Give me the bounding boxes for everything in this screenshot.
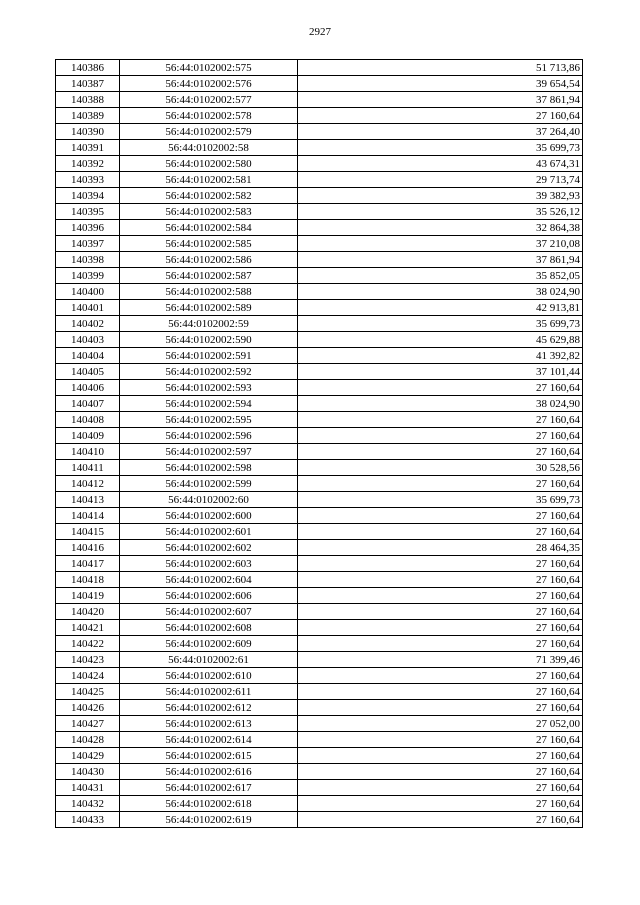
table-row [56,748,583,764]
table-row [56,732,583,748]
value-cell: 35 699,73 [298,492,583,508]
value-cell: 27 160,64 [298,572,583,588]
row-number-cell: 140425 [56,684,120,700]
cadastral-number-cell: 56:44:0102002:589 [120,300,298,316]
value-cell: 27 160,64 [298,732,583,748]
cadastral-number-cell: 56:44:0102002:575 [120,60,298,76]
table-row [56,284,583,300]
cadastral-number-cell: 56:44:0102002:617 [120,780,298,796]
cadastral-number-cell: 56:44:0102002:58 [120,140,298,156]
cadastral-number-cell: 56:44:0102002:598 [120,460,298,476]
table-row [56,524,583,540]
row-number-cell: 140431 [56,780,120,796]
cadastral-number-cell: 56:44:0102002:603 [120,556,298,572]
cadastral-number-cell: 56:44:0102002:618 [120,796,298,812]
value-cell: 41 392,82 [298,348,583,364]
row-number-cell: 140395 [56,204,120,220]
value-cell: 27 160,64 [298,700,583,716]
table-row [56,700,583,716]
table-row [56,124,583,140]
row-number-cell: 140422 [56,636,120,652]
value-cell: 27 160,64 [298,668,583,684]
row-number-cell: 140423 [56,652,120,668]
table-row [56,716,583,732]
value-cell: 27 160,64 [298,588,583,604]
value-cell: 35 526,12 [298,204,583,220]
cadastral-number-cell: 56:44:0102002:600 [120,508,298,524]
cadastral-number-cell: 56:44:0102002:601 [120,524,298,540]
value-cell: 37 861,94 [298,252,583,268]
row-number-cell: 140429 [56,748,120,764]
value-cell: 37 264,40 [298,124,583,140]
value-cell: 27 160,64 [298,524,583,540]
row-number-cell: 140392 [56,156,120,172]
row-number-cell: 140424 [56,668,120,684]
cadastral-number-cell: 56:44:0102002:606 [120,588,298,604]
value-cell: 29 713,74 [298,172,583,188]
cadastral-number-cell: 56:44:0102002:588 [120,284,298,300]
table-row [56,332,583,348]
value-cell: 27 160,64 [298,796,583,812]
value-cell: 37 861,94 [298,92,583,108]
row-number-cell: 140414 [56,508,120,524]
row-number-cell: 140426 [56,700,120,716]
value-cell: 45 629,88 [298,332,583,348]
row-number-cell: 140430 [56,764,120,780]
cadastral-number-cell: 56:44:0102002:591 [120,348,298,364]
row-number-cell: 140397 [56,236,120,252]
table-row [56,108,583,124]
page-number: 2927 [309,26,331,38]
cadastral-number-cell: 56:44:0102002:597 [120,444,298,460]
table-row [56,540,583,556]
row-number-cell: 140418 [56,572,120,588]
row-number-cell: 140421 [56,620,120,636]
cadastral-number-cell: 56:44:0102002:579 [120,124,298,140]
value-cell: 27 160,64 [298,412,583,428]
table-row [56,684,583,700]
row-number-cell: 140416 [56,540,120,556]
row-number-cell: 140399 [56,268,120,284]
value-cell: 27 160,64 [298,604,583,620]
value-cell: 27 160,64 [298,428,583,444]
row-number-cell: 140390 [56,124,120,140]
value-cell: 28 464,35 [298,540,583,556]
table-row [56,348,583,364]
table-row [56,300,583,316]
cadastral-number-cell: 56:44:0102002:611 [120,684,298,700]
value-cell: 35 699,73 [298,316,583,332]
row-number-cell: 140415 [56,524,120,540]
table-row [56,268,583,284]
row-number-cell: 140393 [56,172,120,188]
cadastral-number-cell: 56:44:0102002:599 [120,476,298,492]
cadastral-number-cell: 56:44:0102002:614 [120,732,298,748]
table-row [56,492,583,508]
row-number-cell: 140409 [56,428,120,444]
cadastral-number-cell: 56:44:0102002:584 [120,220,298,236]
cadastral-number-cell: 56:44:0102002:577 [120,92,298,108]
cadastral-number-cell: 56:44:0102002:580 [120,156,298,172]
row-number-cell: 140411 [56,460,120,476]
cadastral-number-cell: 56:44:0102002:595 [120,412,298,428]
value-cell: 37 101,44 [298,364,583,380]
table-row [56,412,583,428]
value-cell: 27 160,64 [298,636,583,652]
table-row [56,252,583,268]
cadastral-number-cell: 56:44:0102002:590 [120,332,298,348]
value-cell: 32 864,38 [298,220,583,236]
value-cell: 27 160,64 [298,812,583,828]
value-cell: 35 699,73 [298,140,583,156]
value-cell: 27 160,64 [298,556,583,572]
cadastral-number-cell: 56:44:0102002:615 [120,748,298,764]
row-number-cell: 140427 [56,716,120,732]
row-number-cell: 140402 [56,316,120,332]
cadastral-number-cell: 56:44:0102002:607 [120,604,298,620]
row-number-cell: 140417 [56,556,120,572]
table-row [56,140,583,156]
cadastral-number-cell: 56:44:0102002:60 [120,492,298,508]
value-cell: 27 160,64 [298,108,583,124]
value-cell: 27 160,64 [298,444,583,460]
table-row [56,780,583,796]
table-row [56,76,583,92]
value-cell: 39 654,54 [298,76,583,92]
row-number-cell: 140388 [56,92,120,108]
table-row [56,668,583,684]
table-row [56,588,583,604]
value-cell: 38 024,90 [298,396,583,412]
table-row [56,652,583,668]
table-row [56,812,583,828]
cadastral-number-cell: 56:44:0102002:61 [120,652,298,668]
value-cell: 27 052,00 [298,716,583,732]
cadastral-number-cell: 56:44:0102002:612 [120,700,298,716]
row-number-cell: 140413 [56,492,120,508]
cadastral-number-cell: 56:44:0102002:608 [120,620,298,636]
table-row [56,556,583,572]
table-row [56,604,583,620]
row-number-cell: 140410 [56,444,120,460]
row-number-cell: 140386 [56,60,120,76]
table-row [56,204,583,220]
value-cell: 35 852,05 [298,268,583,284]
row-number-cell: 140398 [56,252,120,268]
value-cell: 27 160,64 [298,748,583,764]
row-number-cell: 140396 [56,220,120,236]
cadastral-number-cell: 56:44:0102002:613 [120,716,298,732]
table-row [56,428,583,444]
row-number-cell: 140419 [56,588,120,604]
row-number-cell: 140405 [56,364,120,380]
row-number-cell: 140404 [56,348,120,364]
table-row [56,508,583,524]
row-number-cell: 140432 [56,796,120,812]
registry-table [55,59,583,828]
value-cell: 27 160,64 [298,476,583,492]
table-row [56,92,583,108]
cadastral-number-cell: 56:44:0102002:586 [120,252,298,268]
value-cell: 27 160,64 [298,508,583,524]
value-cell: 27 160,64 [298,620,583,636]
value-cell: 38 024,90 [298,284,583,300]
table-row [56,764,583,780]
cadastral-number-cell: 56:44:0102002:609 [120,636,298,652]
table-row [56,236,583,252]
cadastral-number-cell: 56:44:0102002:578 [120,108,298,124]
cadastral-number-cell: 56:44:0102002:576 [120,76,298,92]
cadastral-number-cell: 56:44:0102002:59 [120,316,298,332]
value-cell: 37 210,08 [298,236,583,252]
row-number-cell: 140394 [56,188,120,204]
table-row [56,316,583,332]
cadastral-number-cell: 56:44:0102002:619 [120,812,298,828]
table-row [56,156,583,172]
cadastral-number-cell: 56:44:0102002:604 [120,572,298,588]
row-number-cell: 140389 [56,108,120,124]
table-row [56,188,583,204]
table-row [56,796,583,812]
table-row [56,220,583,236]
cadastral-number-cell: 56:44:0102002:581 [120,172,298,188]
value-cell: 27 160,64 [298,380,583,396]
table-row [56,460,583,476]
row-number-cell: 140391 [56,140,120,156]
table-row [56,620,583,636]
row-number-cell: 140428 [56,732,120,748]
table-row [56,364,583,380]
table-row [56,572,583,588]
cadastral-number-cell: 56:44:0102002:610 [120,668,298,684]
value-cell: 51 713,86 [298,60,583,76]
value-cell: 27 160,64 [298,684,583,700]
value-cell: 43 674,31 [298,156,583,172]
row-number-cell: 140433 [56,812,120,828]
value-cell: 27 160,64 [298,780,583,796]
registry-table-body [56,60,583,828]
table-row [56,636,583,652]
cadastral-number-cell: 56:44:0102002:582 [120,188,298,204]
row-number-cell: 140403 [56,332,120,348]
row-number-cell: 140408 [56,412,120,428]
cadastral-number-cell: 56:44:0102002:583 [120,204,298,220]
cadastral-number-cell: 56:44:0102002:602 [120,540,298,556]
cadastral-number-cell: 56:44:0102002:592 [120,364,298,380]
row-number-cell: 140407 [56,396,120,412]
row-number-cell: 140406 [56,380,120,396]
table-row [56,380,583,396]
value-cell: 42 913,81 [298,300,583,316]
value-cell: 39 382,93 [298,188,583,204]
value-cell: 27 160,64 [298,764,583,780]
cadastral-number-cell: 56:44:0102002:585 [120,236,298,252]
table-row [56,60,583,76]
cadastral-number-cell: 56:44:0102002:594 [120,396,298,412]
cadastral-number-cell: 56:44:0102002:587 [120,268,298,284]
table-row [56,444,583,460]
row-number-cell: 140400 [56,284,120,300]
value-cell: 71 399,46 [298,652,583,668]
table-row [56,476,583,492]
row-number-cell: 140387 [56,76,120,92]
table-row [56,172,583,188]
row-number-cell: 140412 [56,476,120,492]
row-number-cell: 140401 [56,300,120,316]
cadastral-number-cell: 56:44:0102002:593 [120,380,298,396]
cadastral-number-cell: 56:44:0102002:596 [120,428,298,444]
table-row [56,396,583,412]
cadastral-number-cell: 56:44:0102002:616 [120,764,298,780]
row-number-cell: 140420 [56,604,120,620]
value-cell: 30 528,56 [298,460,583,476]
